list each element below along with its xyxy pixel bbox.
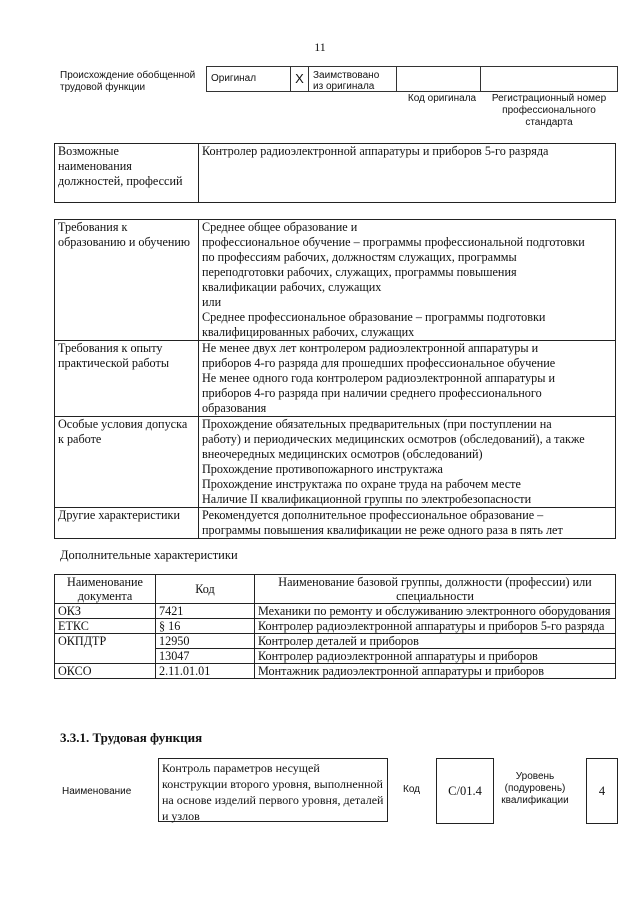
function-name-value: Контроль параметров несущей конструкции второго уровня, выполненной на основе изделий первого уровня, деталей и узлов <box>158 758 388 822</box>
row-code: 2.11.01.01 <box>156 664 255 679</box>
reg-number-cell <box>481 67 617 91</box>
req-line: Среднее общее образование и <box>202 220 358 234</box>
origin-box <box>206 66 618 92</box>
positions-table <box>54 143 616 203</box>
extra-table <box>54 574 616 679</box>
req-line: Прохождение обязательных предварительных (при поступлении на <box>202 417 552 431</box>
reg-caption: Регистрационный номер профессионального стандарта <box>491 93 607 128</box>
req-label: Требования к опыту практической работы <box>55 341 199 417</box>
req-value <box>199 417 616 508</box>
header-doc: Наименование документа <box>55 575 156 604</box>
table-row <box>55 619 616 634</box>
req-row-other <box>55 508 616 539</box>
original-mark: X <box>291 67 309 91</box>
function-code-value: C/01.4 <box>436 758 494 824</box>
row-name: Монтажник радиоэлектронной аппаратуры и приборов <box>255 664 616 679</box>
row-name: Контролер деталей и приборов <box>255 634 616 649</box>
req-line: Наличие II квалификационной группы по электробезопасности <box>202 492 532 506</box>
requirements-table <box>54 219 616 539</box>
row-name: Контролер радиоэлектронной аппаратуры и приборов <box>255 649 616 664</box>
row-name: Механики по ремонту и обслуживанию электронного оборудования <box>255 604 616 619</box>
req-line: Не менее двух лет контролером радиоэлектронной аппаратуры и <box>202 341 539 355</box>
row-doc: ОКСО <box>55 664 156 679</box>
row-code: 12950 <box>156 634 255 649</box>
req-line: по профессиям рабочих, должностям служащих, программы <box>202 250 517 264</box>
table-row <box>55 634 616 649</box>
table-row <box>55 604 616 619</box>
table-row <box>55 664 616 679</box>
req-line: или <box>202 295 222 309</box>
req-value <box>199 220 616 341</box>
req-row-education <box>55 220 616 341</box>
borrowed-label: Заимствовано из оригинала <box>309 67 397 91</box>
original-code-cell <box>397 67 481 91</box>
req-line: Рекомендуется дополнительное профессиональное образование – <box>202 508 544 522</box>
row-code: 13047 <box>156 649 255 664</box>
header-code: Код <box>156 575 255 604</box>
original-label: Оригинал <box>207 67 291 91</box>
row-name: Контролер радиоэлектронной аппаратуры и приборов 5-го разряда <box>255 619 616 634</box>
row-doc: ОКПДТР <box>55 634 156 664</box>
req-line: приборов 4-го разряда для прошедших профессиональное обучение <box>202 356 556 370</box>
function-code-label: Код <box>403 784 421 795</box>
req-label: Другие характеристики <box>55 508 199 539</box>
req-value <box>199 508 616 539</box>
row-code: 7421 <box>156 604 255 619</box>
positions-value: Контролер радиоэлектронной аппаратуры и приборов 5-го разряда <box>199 144 616 203</box>
req-line: профессиональное обучение – программы профессиональной подготовки <box>202 235 585 249</box>
req-line: внеочередных медицинских осмотров (обследований) <box>202 447 483 461</box>
req-line: квалификации рабочих, служащих <box>202 280 382 294</box>
page-number: 11 <box>314 40 326 54</box>
req-line: переподготовки рабочих, служащих, программы повышения <box>202 265 517 279</box>
req-label: Особые условия допуска к работе <box>55 417 199 508</box>
req-line: Не менее одного года контролером радиоэлектронной аппаратуры и <box>202 371 555 385</box>
req-line: Прохождение инструктажа по охране труда на рабочем месте <box>202 477 521 491</box>
req-line: Прохождение противопожарного инструктажа <box>202 462 443 476</box>
req-line: квалифицированных рабочих, служащих <box>202 325 415 339</box>
req-label: Требования к образованию и обучению <box>55 220 199 341</box>
section-title: 3.3.1. Трудовая функция <box>60 730 203 745</box>
origin-label: Происхождение обобщенной трудовой функции <box>60 70 196 93</box>
req-value <box>199 341 616 417</box>
extra-title: Дополнительные характеристики <box>60 548 238 562</box>
req-line: Среднее профессиональное образование – программы подготовки <box>202 310 546 324</box>
req-line: программы повышения квалификации не реже одного раза в пять лет <box>202 523 563 537</box>
row-doc: ЕТКС <box>55 619 156 634</box>
row-doc: ОКЗ <box>55 604 156 619</box>
req-row-admission <box>55 417 616 508</box>
req-line: приборов 4-го разряда при наличии среднего профессионального <box>202 386 542 400</box>
req-row-experience <box>55 341 616 417</box>
level-value: 4 <box>586 758 618 824</box>
req-line: работу) и периодических медицинских осмотров (обследований), а также <box>202 432 585 446</box>
row-code: § 16 <box>156 619 255 634</box>
level-label: Уровень (подуровень) квалификации <box>501 771 569 806</box>
header-name: Наименование базовой группы, должности (профессии) или специальности <box>255 575 616 604</box>
positions-label: Возможные наименования должностей, профессий <box>55 144 199 203</box>
code-caption: Код оригинала <box>407 93 477 104</box>
function-name-label: Наименование <box>62 786 132 797</box>
req-line: образования <box>202 401 267 415</box>
extra-header-row <box>55 575 616 604</box>
